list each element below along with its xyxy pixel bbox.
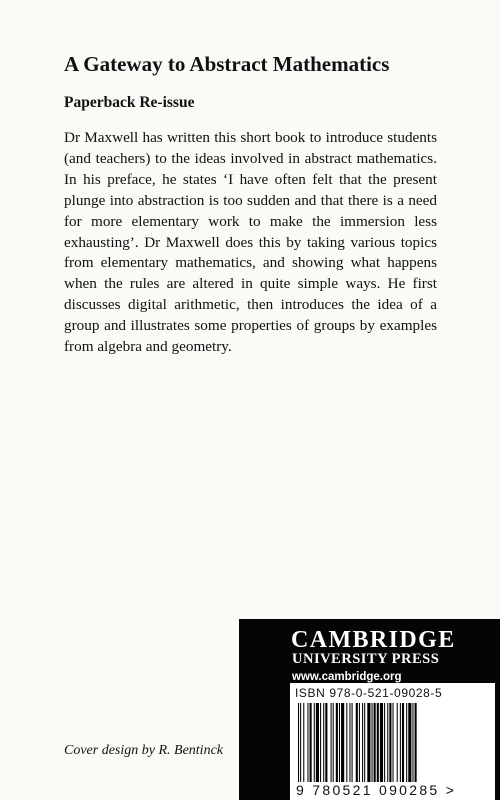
publisher-name: CAMBRIDGE bbox=[291, 627, 456, 653]
publisher-subname: UNIVERSITY PRESS bbox=[292, 651, 440, 667]
book-title: A Gateway to Abstract Mathematics bbox=[64, 52, 390, 76]
barcode-box bbox=[290, 683, 495, 800]
barcode-digits: 9 780521 090285 > bbox=[296, 782, 457, 798]
publisher-url: www.cambridge.org bbox=[292, 671, 402, 683]
barcode-graphic bbox=[296, 703, 486, 782]
edition-label: Paperback Re-issue bbox=[64, 94, 195, 111]
book-description: Dr Maxwell has written this short book to introduce students (and teachers) to the ideas involved in abstract mathematics. In his preface, he states ‘I have often felt that the present plunge into abstraction is too sudden and that there is a need for more elementary work to make the immersion less exhausting’. Dr Maxwell does this by taking various topics from elementary mathematics, and showing what happens when the rules are altered in quite simple ways. He first discusses digital arithmetic, then introduces the idea of a group and illustrates some properties of groups by examples from algebra and geometry. bbox=[64, 129, 437, 356]
cover-design-credit: Cover design by R. Bentinck bbox=[64, 743, 224, 758]
publisher-panel bbox=[239, 619, 500, 800]
isbn-label: ISBN 978-0-521-09028-5 bbox=[295, 686, 443, 700]
